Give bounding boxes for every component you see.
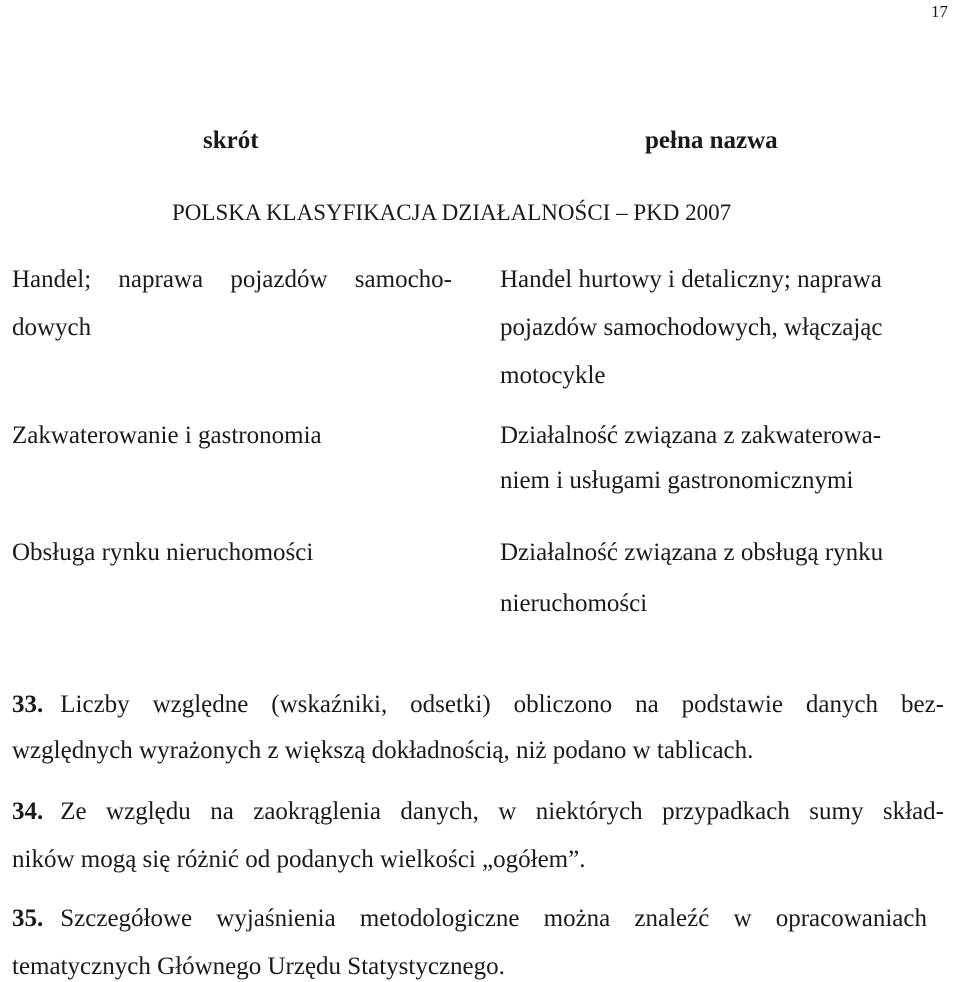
short-name-line: dowych xyxy=(12,314,92,341)
note-text-line: Ze względu na zaokrąglenia danych, w niektórych przypadkach sumy skład- xyxy=(60,798,944,825)
page-number: 17 xyxy=(931,2,948,21)
full-name-line: pojazdów samochodowych, włączając xyxy=(500,314,883,341)
note-text-line: Szczegółowe wyjaśnienia metodologiczne można znaleźć w opracowaniach xyxy=(60,905,927,932)
full-name-line: Działalność związana z zakwaterowa- xyxy=(500,422,882,449)
full-name-line: motocykle xyxy=(500,362,606,389)
full-name-line: Działalność związana z obsługą rynku xyxy=(500,539,884,566)
note-number: 34. xyxy=(12,798,44,825)
full-name-line: niem i usługami gastronomicznymi xyxy=(500,467,854,494)
column-header-full: pełna nazwa xyxy=(645,127,778,154)
short-name-line: Zakwaterowanie i gastronomia xyxy=(12,422,322,449)
note-first-line xyxy=(12,797,944,827)
full-name-line: Handel hurtowy i detaliczny; naprawa xyxy=(500,266,882,293)
note-text-line: ników mogą się różnić od podanych wielkości „ogółem”. xyxy=(12,846,586,873)
note-text-line: Liczby względne (wskaźniki, odsetki) obliczono na podstawie danych bez- xyxy=(60,691,944,718)
note-number: 35. xyxy=(12,905,44,932)
note-text-line: względnych wyrażonych z większą dokładnością, niż podano w tablicach. xyxy=(12,737,754,764)
note-text-line: tematycznych Głównego Urzędu Statystycznego. xyxy=(12,953,505,980)
section-title: POLSKA KLASYFIKACJA DZIAŁALNOŚCI – PKD 2007 xyxy=(172,200,732,225)
short-name-line: Handel; naprawa pojazdów samocho- xyxy=(12,266,452,293)
full-name-line: nieruchomości xyxy=(500,590,648,617)
note-number: 33. xyxy=(12,691,44,718)
short-name-line: Obsługa rynku nieruchomości xyxy=(12,539,314,566)
note-first-line xyxy=(12,690,944,720)
note-first-line xyxy=(12,904,927,934)
column-header-short: skrót xyxy=(203,127,259,154)
